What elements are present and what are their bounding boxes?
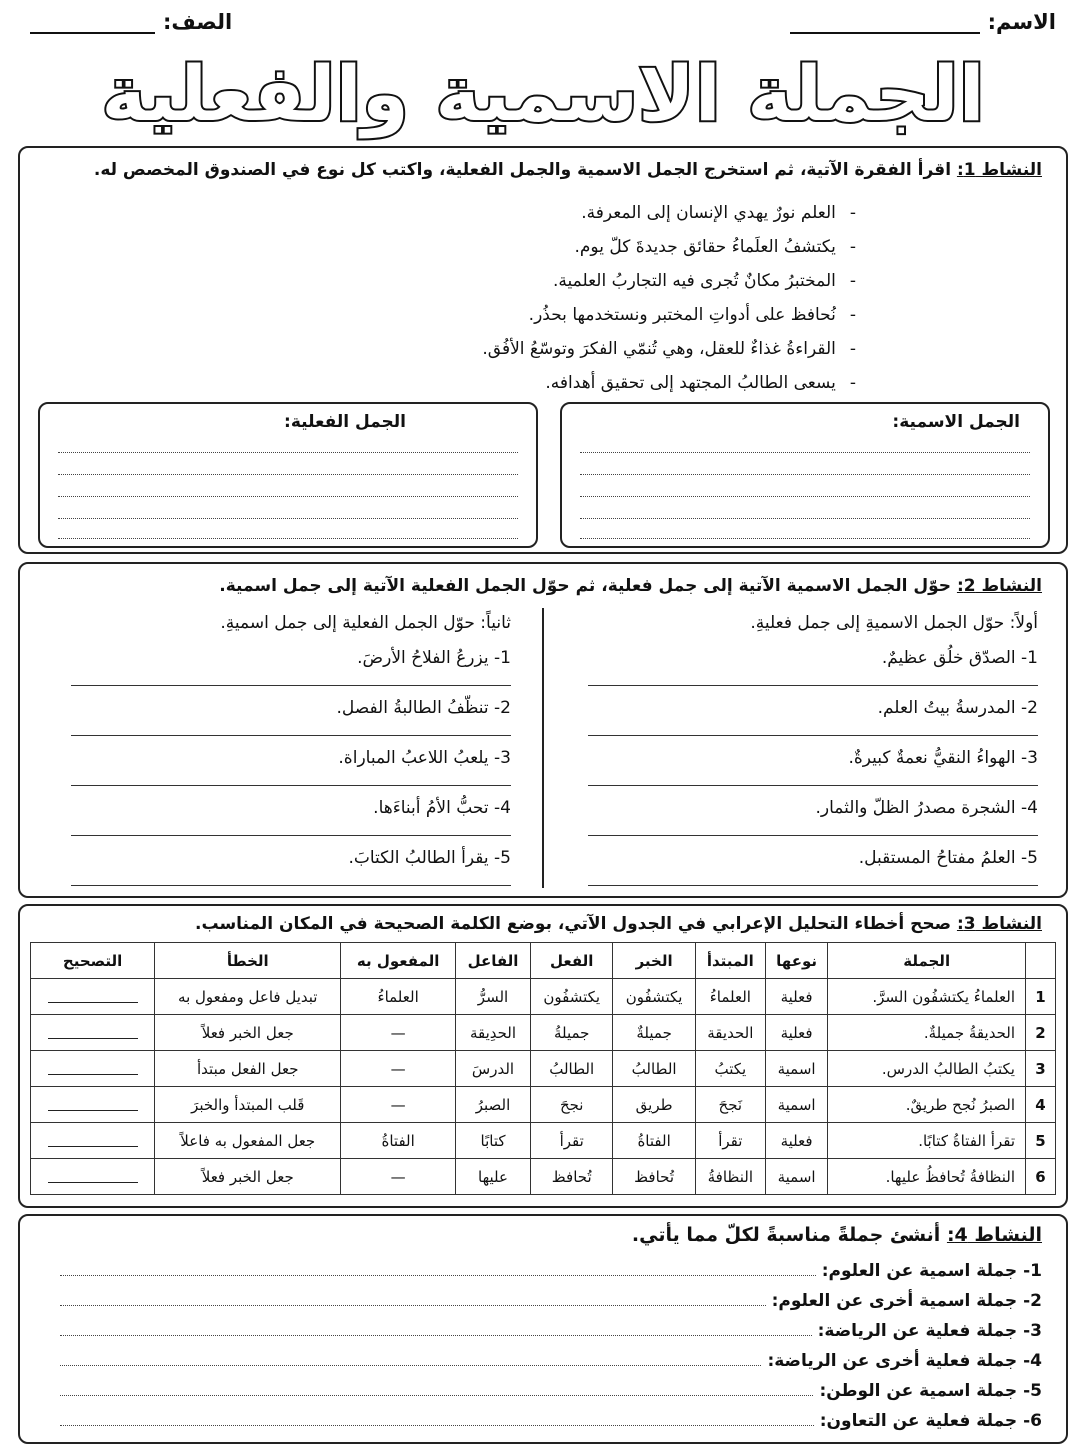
- answer-line[interactable]: [588, 685, 1038, 686]
- table-cell: تقرأ الفتاةُ كتابًا.: [828, 1123, 1026, 1159]
- column-header: الفاعل: [455, 943, 530, 979]
- answer-dotted-line[interactable]: [60, 1378, 813, 1396]
- list-item: - يكتشفُ العلَماءُ حقائق جديدةَ كلّ يوم.: [482, 230, 856, 264]
- table-cell: النظافةُ: [695, 1159, 765, 1195]
- item-prompt: 3- جملة فعلية عن الرياضة:: [817, 1321, 1042, 1341]
- parsing-correction-table: [30, 942, 1056, 1195]
- title-svg: [0, 38, 1086, 148]
- item-text: 5- يقرأ الطالبُ الكتابَ.: [348, 848, 511, 868]
- list-item: [71, 738, 511, 788]
- table-cell: النظافةُ تُحافظُ عليها.: [828, 1159, 1026, 1195]
- name-field[interactable]: [790, 10, 1056, 34]
- item-prompt: 5- جملة اسمية عن الوطن:: [819, 1381, 1042, 1401]
- item-prompt: 6- جملة فعلية عن التعاون:: [819, 1411, 1042, 1431]
- activity-2-instruction: حوّل الجمل الاسمية الآتية إلى جمل فعلية، ثم حوّل الجمل الفعلية الآتية إلى جمل اسمية.: [219, 576, 957, 596]
- answer-dotted-line[interactable]: [580, 518, 1030, 519]
- table-cell: الصبرُ نُجح طريقٌ.: [828, 1087, 1026, 1123]
- item-text: 3- الهواءُ النقيُّ نعمةٌ كبيرةٌ.: [848, 748, 1038, 768]
- item-prompt: 4- جملة فعلية أخرى عن الرياضة:: [767, 1351, 1042, 1371]
- answer-dotted-line[interactable]: [60, 1348, 761, 1366]
- table-cell: —: [341, 1159, 456, 1195]
- list-item: - نُحافظ على أدواتِ المختبر ونستخدمها بحذُر.: [482, 298, 856, 332]
- row-number: 3: [1026, 1051, 1056, 1087]
- list-item: [588, 738, 1038, 788]
- list-item: [60, 1406, 1042, 1436]
- table-cell: —: [341, 1051, 456, 1087]
- nominal-box-title: الجمل الاسمية:: [892, 412, 1020, 432]
- column-header: التصحيح: [31, 943, 155, 979]
- page-title: الجملة الاسمية والفعلية: [101, 49, 985, 138]
- column-header: الخبر: [613, 943, 695, 979]
- answer-dotted-line[interactable]: [60, 1408, 814, 1426]
- second-column-heading: ثانياً: حوّل الجمل الفعلية إلى جمل اسميةِ.: [220, 613, 511, 633]
- correction-answer-line[interactable]: [48, 1059, 138, 1075]
- correction-answer-line[interactable]: [48, 1167, 138, 1183]
- answer-line[interactable]: [71, 685, 511, 686]
- table-cell: تقرأ: [695, 1123, 765, 1159]
- activity-2-label: النشاط 2:: [956, 576, 1042, 596]
- table-cell: نَجحَ: [695, 1087, 765, 1123]
- answer-dotted-line[interactable]: [58, 538, 518, 539]
- activity-1-title: [94, 160, 1042, 180]
- table-row: [31, 1015, 1056, 1051]
- table-cell: كتابًا: [455, 1123, 530, 1159]
- correction-cell[interactable]: [31, 979, 155, 1015]
- verbal-sentences-box[interactable]: [38, 402, 538, 548]
- activity-2-section: [18, 562, 1068, 898]
- table-cell: قَلب المبتدأ والخبرَ: [155, 1087, 341, 1123]
- correction-answer-line[interactable]: [48, 1131, 138, 1147]
- activity-3-instruction: صحح أخطاء التحليل الإعرابي في الجدول الآتي، بوضع الكلمة الصحيحة في المكان المناسب.: [195, 914, 957, 934]
- column-header: الجملة: [828, 943, 1026, 979]
- nominal-sentences-box[interactable]: [560, 402, 1050, 548]
- activity-2-title: [219, 576, 1042, 596]
- item-text: 4- الشجرة مصدرُ الظلّ والثمار.: [815, 798, 1038, 818]
- list-item: [588, 788, 1038, 838]
- list-item: [60, 1346, 1042, 1376]
- table-cell: العلماءُ: [695, 979, 765, 1015]
- correction-cell[interactable]: [31, 1123, 155, 1159]
- table-cell: عليها: [455, 1159, 530, 1195]
- table-cell: جميلةُ: [531, 1015, 613, 1051]
- name-label: الاسم:: [987, 10, 1056, 34]
- item-text: 4- تحبُّ الأمُ أبناءَها.: [373, 798, 511, 818]
- activity-1-section: [18, 146, 1068, 554]
- activity-4-label: النشاط 4:: [946, 1224, 1042, 1246]
- table-cell: الفتاةُ: [613, 1123, 695, 1159]
- table-row: [31, 1051, 1056, 1087]
- table-cell: تُحافظ: [531, 1159, 613, 1195]
- list-item: [60, 1376, 1042, 1406]
- answer-line[interactable]: [71, 885, 511, 886]
- table-row: [31, 979, 1056, 1015]
- list-item: [71, 638, 511, 688]
- num-header: [1026, 943, 1056, 979]
- activity-1-label: النشاط 1:: [956, 160, 1042, 180]
- table-row: [31, 1159, 1056, 1195]
- answer-dotted-line[interactable]: [580, 496, 1030, 497]
- answer-dotted-line[interactable]: [58, 496, 518, 497]
- table-cell: يكتشفُون: [613, 979, 695, 1015]
- table-cell: تُحافظ: [613, 1159, 695, 1195]
- answer-dotted-line[interactable]: [60, 1318, 812, 1336]
- row-number: 2: [1026, 1015, 1056, 1051]
- answer-dotted-line[interactable]: [580, 452, 1030, 453]
- activity-3-title: [195, 914, 1042, 934]
- list-item: [588, 638, 1038, 688]
- activity-4-instruction: أنشئ جملةً مناسبةً لكلّ مما يأتي.: [631, 1224, 947, 1246]
- correction-answer-line[interactable]: [48, 1023, 138, 1039]
- list-item: - يسعى الطالبُ المجتهد إلى تحقيق أهدافه.: [482, 366, 856, 400]
- correction-answer-line[interactable]: [48, 1095, 138, 1111]
- activity-4-section: [18, 1214, 1068, 1444]
- table-cell: جعل الخبر فعلاً: [155, 1159, 341, 1195]
- activity-3-section: [18, 904, 1068, 1208]
- table-cell: جعل الفعل مبتدأ: [155, 1051, 341, 1087]
- table-cell: الفتاةُ: [341, 1123, 456, 1159]
- class-blank-line[interactable]: [30, 12, 155, 34]
- verbal-to-nominal-column: [71, 608, 511, 888]
- table-cell: جعل الخبر فعلاً: [155, 1015, 341, 1051]
- row-number: 5: [1026, 1123, 1056, 1159]
- correction-answer-line[interactable]: [48, 987, 138, 1003]
- list-item: [588, 838, 1038, 888]
- item-text: 1- الصدّق خلُق عظيمٌ.: [881, 648, 1038, 668]
- list-item: [71, 838, 511, 888]
- name-blank-line[interactable]: [790, 12, 980, 34]
- item-prompt: 1- جملة اسمية عن العلوم:: [821, 1261, 1042, 1281]
- list-item: - المختبرُ مكانٌ تُجرى فيه التجاربُ العلمية.: [482, 264, 856, 298]
- table-cell: الحديقة: [695, 1015, 765, 1051]
- activity-1-instruction: اقرأ الفقرة الآتية، ثم استخرج الجمل الاسمية والجمل الفعلية، واكتب كل نوع في الصندوق المخصص له.: [93, 160, 957, 180]
- item-text: 2- المدرسةُ بيتُ العلم.: [877, 698, 1038, 718]
- item-text: 5- العلمُ مفتاحُ المستقبل.: [858, 848, 1038, 868]
- column-header: المفعول به: [341, 943, 456, 979]
- table-cell: فعلية: [765, 979, 827, 1015]
- row-number: 6: [1026, 1159, 1056, 1195]
- class-label: الصف:: [163, 10, 233, 34]
- table-cell: الطالبُ: [613, 1051, 695, 1087]
- table-cell: طريق: [613, 1087, 695, 1123]
- table-cell: الصبرُ: [455, 1087, 530, 1123]
- answer-dotted-line[interactable]: [58, 452, 518, 453]
- table-cell: يكتبُ: [695, 1051, 765, 1087]
- answer-line[interactable]: [588, 885, 1038, 886]
- row-number: 4: [1026, 1087, 1056, 1123]
- column-header: الخطأ: [155, 943, 341, 979]
- table-cell: الحدِيقة: [455, 1015, 530, 1051]
- answer-dotted-line[interactable]: [60, 1288, 766, 1306]
- column-header: المبتدأ: [695, 943, 765, 979]
- answer-dotted-line[interactable]: [58, 474, 518, 475]
- paragraph-sentences-list: [482, 196, 856, 400]
- table-cell: جميلةٌ: [613, 1015, 695, 1051]
- correction-cell[interactable]: [31, 1015, 155, 1051]
- column-divider: [542, 608, 544, 888]
- answer-line[interactable]: [71, 735, 511, 736]
- list-item: [60, 1316, 1042, 1346]
- list-item: [60, 1286, 1042, 1316]
- list-item: - القراءةُ غذاءٌ للعقل، وهي تُنمّي الفكرَ وتوسّعُ الأفُق.: [482, 332, 856, 366]
- list-item: [71, 788, 511, 838]
- correction-cell[interactable]: [31, 1087, 155, 1123]
- row-number: 1: [1026, 979, 1056, 1015]
- item-text: 3- يلعبُ اللاعبُ المباراة.: [338, 748, 511, 768]
- table-body: [31, 979, 1056, 1195]
- list-item: [60, 1256, 1042, 1286]
- table-cell: العلماءُ يكتشفُون السرَّ.: [828, 979, 1026, 1015]
- correction-cell[interactable]: [31, 1051, 155, 1087]
- column-header: نوعها: [765, 943, 827, 979]
- item-prompt: 2- جملة اسمية أخرى عن العلوم:: [771, 1291, 1042, 1311]
- answer-dotted-line[interactable]: [580, 474, 1030, 475]
- activity-3-label: النشاط 3:: [956, 914, 1042, 934]
- class-field[interactable]: [30, 10, 232, 34]
- answer-line[interactable]: [71, 785, 511, 786]
- verbal-box-title: الجمل الفعلية:: [284, 412, 406, 432]
- table-cell: يكتشفُون: [531, 979, 613, 1015]
- table-cell: نجحَ: [531, 1087, 613, 1123]
- answer-dotted-line[interactable]: [580, 538, 1030, 539]
- compose-sentences-list: [60, 1256, 1042, 1436]
- correction-cell[interactable]: [31, 1159, 155, 1195]
- table-cell: فعلية: [765, 1123, 827, 1159]
- list-item: - العلم نورٌ يهدي الإنسان إلى المعرفة.: [482, 196, 856, 230]
- list-item: [71, 688, 511, 738]
- answer-line[interactable]: [588, 835, 1038, 836]
- answer-line[interactable]: [588, 735, 1038, 736]
- answer-dotted-line[interactable]: [58, 518, 518, 519]
- table-cell: الدرسَ: [455, 1051, 530, 1087]
- first-column-heading: أولاً: حوّل الجمل الاسميةِ إلى جمل فعليةِ.: [750, 613, 1038, 633]
- table-cell: اسمية: [765, 1087, 827, 1123]
- list-item: [588, 688, 1038, 738]
- activity-4-title: [632, 1224, 1042, 1246]
- table-row: [31, 1123, 1056, 1159]
- table-cell: الحديقةُ جميلةٌ.: [828, 1015, 1026, 1051]
- table-cell: جعل المفعول به فاعلاً: [155, 1123, 341, 1159]
- column-header: الفعل: [531, 943, 613, 979]
- table-cell: السرُّ: [455, 979, 530, 1015]
- table-cell: يكتبُ الطالبُ الدرس.: [828, 1051, 1026, 1087]
- title-banner: [0, 38, 1086, 148]
- answer-dotted-line[interactable]: [60, 1258, 816, 1276]
- table-cell: اسمية: [765, 1159, 827, 1195]
- answer-line[interactable]: [71, 835, 511, 836]
- table-cell: العلماءُ: [341, 979, 456, 1015]
- table-cell: فعلية: [765, 1015, 827, 1051]
- table-cell: —: [341, 1015, 456, 1051]
- nominal-to-verbal-column: [588, 608, 1038, 888]
- table-row: [31, 1087, 1056, 1123]
- table-cell: اسمية: [765, 1051, 827, 1087]
- item-text: 1- يزرعُ الفلاحُ الأرضَ.: [357, 648, 511, 668]
- table-cell: —: [341, 1087, 456, 1123]
- table-cell: تبديل فاعل ومفعول به: [155, 979, 341, 1015]
- table-header-row: [31, 943, 1056, 979]
- table-cell: الطالبُ: [531, 1051, 613, 1087]
- table-cell: تقرأ: [531, 1123, 613, 1159]
- item-text: 2- تنظّفُ الطالبةُ الفصل.: [336, 698, 511, 718]
- answer-line[interactable]: [588, 785, 1038, 786]
